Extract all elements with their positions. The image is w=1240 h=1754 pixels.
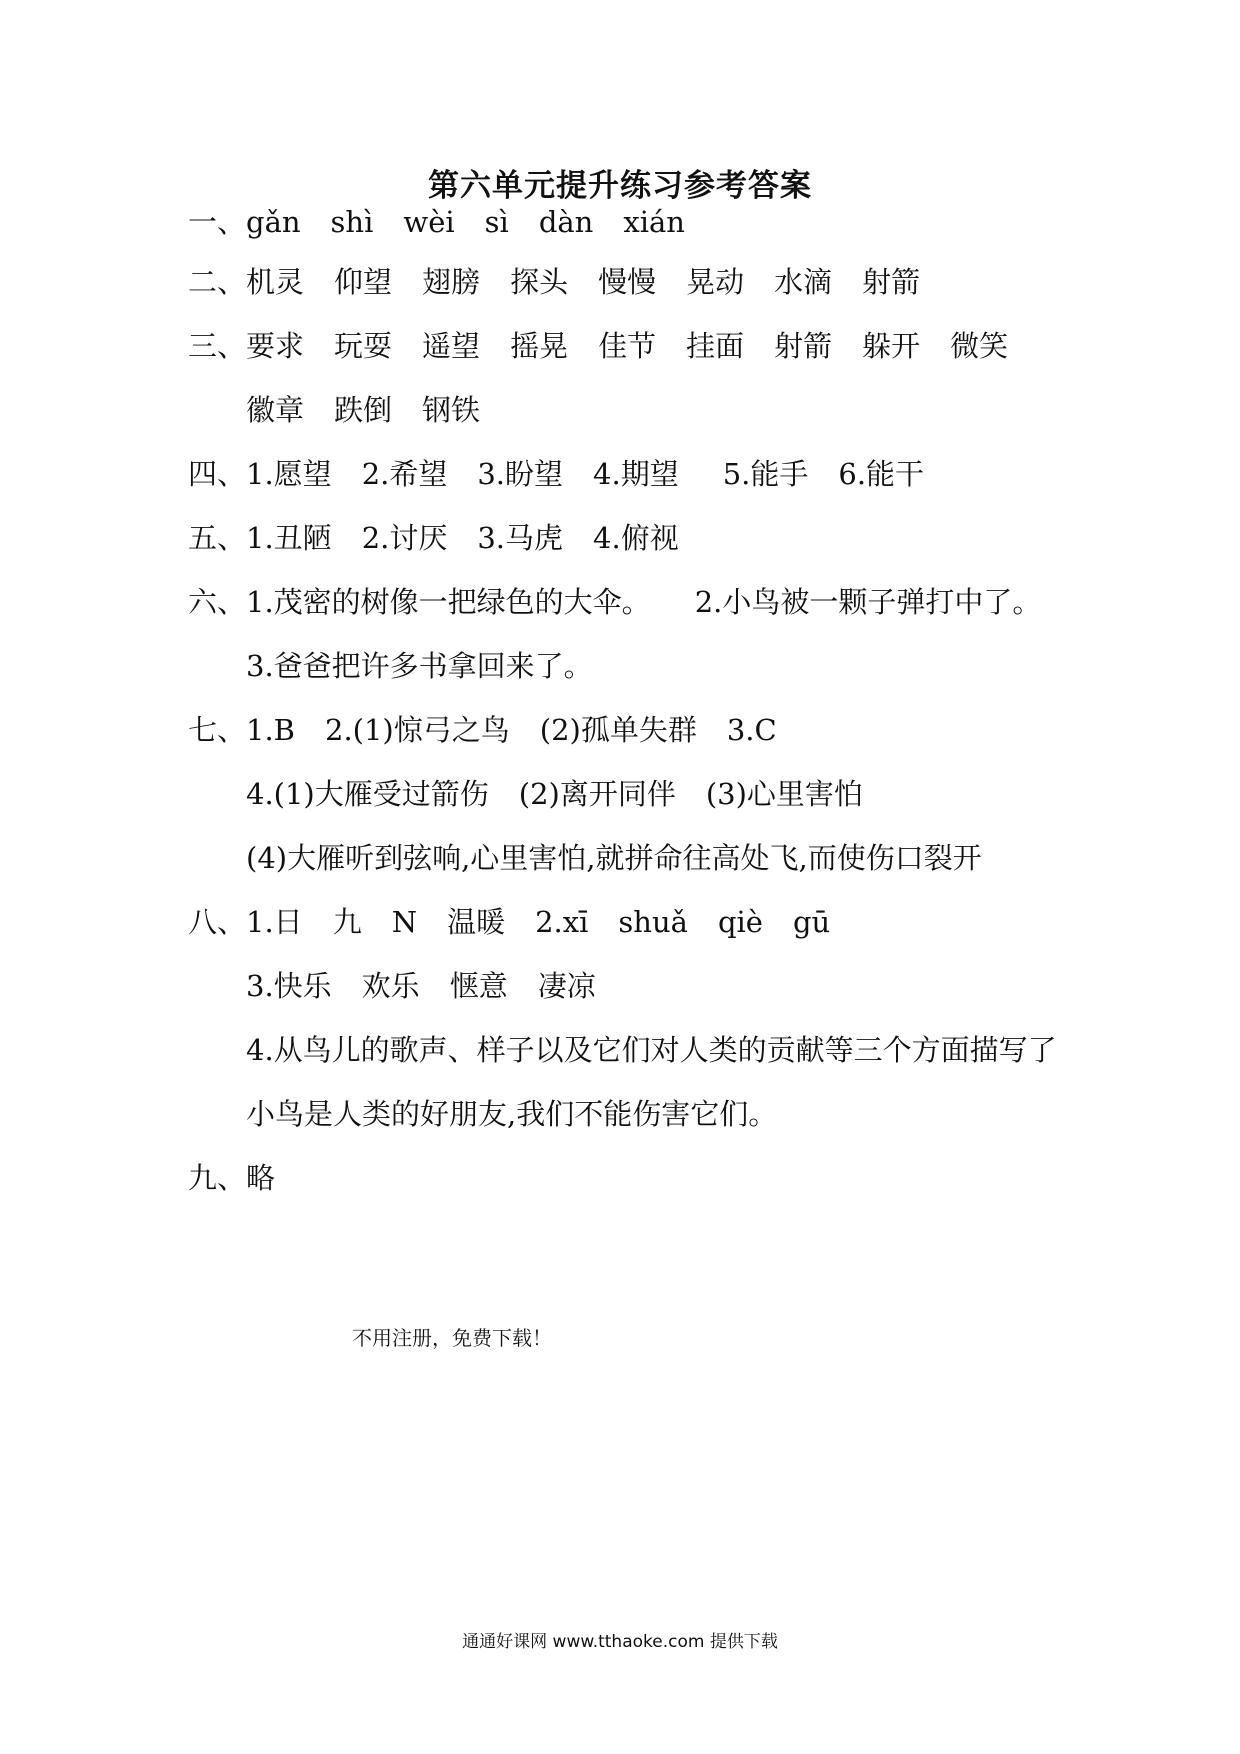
answer-item: (4)大雁听到弦响,心里害怕,就拼命往高处飞,而使伤口裂开 bbox=[246, 841, 982, 875]
answer-item: 4.从鸟儿的歌声、样子以及它们对人类的贡献等三个方面描写了 bbox=[246, 1033, 1057, 1067]
answer-item: wèi bbox=[403, 205, 455, 239]
answer-item: 2.希望 bbox=[361, 457, 448, 491]
answer-item: N bbox=[391, 905, 418, 939]
answer-section-8-line2 bbox=[246, 966, 596, 1006]
answer-item: 5.能手 bbox=[722, 457, 809, 491]
answer-item: 跌倒 bbox=[334, 393, 393, 427]
section-label: 七、 bbox=[188, 713, 247, 747]
answer-item: 2.(1)惊弓之鸟 bbox=[325, 713, 510, 747]
answer-section-3-continued bbox=[246, 390, 480, 430]
answer-item: 水滴 bbox=[774, 265, 833, 299]
answer-section-6-continued bbox=[246, 646, 593, 686]
answer-item: 惬意 bbox=[449, 969, 508, 1003]
section-label: 四、 bbox=[188, 457, 247, 491]
answer-item: 小鸟是人类的好朋友,我们不能伤害它们。 bbox=[246, 1097, 778, 1131]
answer-item: 3.快乐 bbox=[246, 969, 332, 1003]
page-footer: 通通好课网 www.tthaoke.com 提供下载 bbox=[462, 1632, 778, 1652]
answer-item: 1.愿望 bbox=[246, 457, 332, 491]
answer-item: 1.茂密的树像一把绿色的大伞。 bbox=[246, 585, 651, 619]
answer-item: 慢慢 bbox=[598, 265, 657, 299]
answer-item: 挂面 bbox=[686, 329, 745, 363]
answer-item: 1.丑陋 bbox=[246, 521, 332, 555]
section-label: 五、 bbox=[188, 521, 247, 555]
answer-item: 晃动 bbox=[686, 265, 745, 299]
answer-item: 要求 bbox=[246, 329, 305, 363]
answer-item: 2.小鸟被一颗子弹打中了。 bbox=[694, 585, 1042, 619]
answer-item: 3.C bbox=[726, 713, 777, 747]
answer-item: 射箭 bbox=[774, 329, 833, 363]
answer-item: 微笑 bbox=[950, 329, 1009, 363]
section-label: 九、 bbox=[188, 1161, 247, 1195]
answer-item: gū bbox=[792, 905, 831, 939]
answer-item: qiè bbox=[717, 905, 763, 939]
answer-item: 3.爸爸把许多书拿回来了。 bbox=[246, 649, 593, 683]
answer-item: 2.xī bbox=[535, 905, 589, 939]
answer-section-8-line3 bbox=[246, 1030, 1057, 1070]
answer-item: 翅膀 bbox=[422, 265, 481, 299]
answer-item: 钢铁 bbox=[422, 393, 481, 427]
answer-section-1 bbox=[188, 202, 685, 242]
answer-section-9 bbox=[188, 1158, 275, 1198]
answer-item: 4.俯视 bbox=[593, 521, 679, 555]
answer-item: (3)心里害怕 bbox=[705, 777, 863, 811]
answer-item: 欢乐 bbox=[361, 969, 420, 1003]
answer-item: shì bbox=[330, 205, 374, 239]
section-label: 一、 bbox=[188, 205, 247, 239]
page-title: 第六单元提升练习参考答案 bbox=[428, 168, 812, 204]
section-label: 八、 bbox=[188, 905, 247, 939]
answer-item: 3.马虎 bbox=[477, 521, 564, 555]
answer-section-7-line2 bbox=[246, 774, 863, 814]
answer-section-3 bbox=[188, 326, 1008, 366]
answer-item: 躲开 bbox=[862, 329, 921, 363]
answer-section-2 bbox=[188, 262, 920, 302]
answer-item: 3.盼望 bbox=[477, 457, 564, 491]
answer-section-4 bbox=[188, 454, 924, 494]
answer-item: (2)孤单失群 bbox=[539, 713, 697, 747]
answer-item: 佳节 bbox=[598, 329, 657, 363]
answer-item: 射箭 bbox=[862, 265, 921, 299]
answer-item: dàn bbox=[538, 205, 594, 239]
answer-item: sì bbox=[484, 205, 509, 239]
answer-item: 徽章 bbox=[246, 393, 305, 427]
answer-item: 仰望 bbox=[334, 265, 393, 299]
answer-section-7-line3 bbox=[246, 838, 982, 878]
answer-item: (2)离开同伴 bbox=[518, 777, 676, 811]
answer-item: 2.讨厌 bbox=[361, 521, 448, 555]
answer-item: 凄凉 bbox=[537, 969, 596, 1003]
answer-section-6 bbox=[188, 582, 1041, 622]
answer-item: 4.期望 bbox=[593, 457, 679, 491]
answer-item: 探头 bbox=[510, 265, 569, 299]
section-label: 二、 bbox=[188, 265, 247, 299]
answer-item: 温暖 bbox=[447, 905, 506, 939]
section-label: 三、 bbox=[188, 329, 247, 363]
answer-item: 机灵 bbox=[246, 265, 305, 299]
answer-item: 玩耍 bbox=[334, 329, 393, 363]
answer-section-8-line4 bbox=[246, 1094, 777, 1134]
answer-item: 九 bbox=[332, 905, 362, 939]
answer-item: 4.(1)大雁受过箭伤 bbox=[246, 777, 489, 811]
answer-item: 1.日 bbox=[246, 905, 303, 939]
answer-section-5 bbox=[188, 518, 679, 558]
answer-item: shuǎ bbox=[618, 905, 688, 939]
answer-item: gǎn bbox=[246, 205, 301, 239]
answer-item: 6.能干 bbox=[838, 457, 925, 491]
answer-section-7 bbox=[188, 710, 777, 750]
answer-item: 1.B bbox=[246, 713, 295, 747]
answer-item: 摇晃 bbox=[510, 329, 569, 363]
answer-item: xián bbox=[623, 205, 685, 239]
answer-item: 遥望 bbox=[422, 329, 481, 363]
answer-item: 略 bbox=[246, 1161, 276, 1195]
answer-section-8 bbox=[188, 902, 830, 942]
section-label: 六、 bbox=[188, 585, 247, 619]
download-note: 不用注册，免费下载！ bbox=[352, 1326, 552, 1350]
